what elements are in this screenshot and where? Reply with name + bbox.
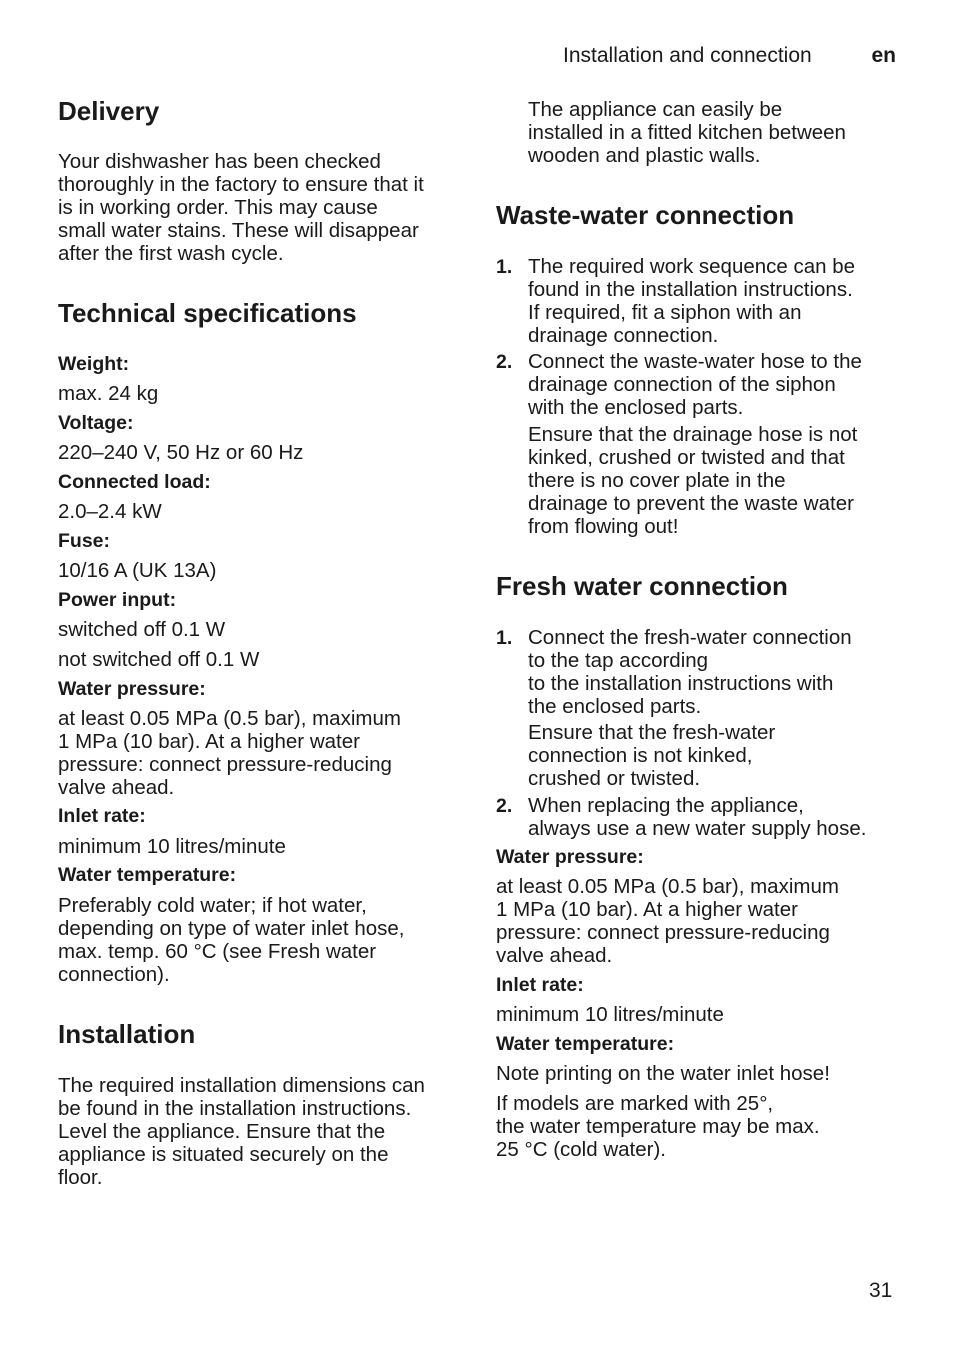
installation-intro-text: The appliance can easily be installed in a fitted kitchen between wooden and plastic walls.: [528, 98, 846, 167]
fresh-step-1-note: Ensure that the fresh-water connection is not kinked, crushed or twisted.: [528, 721, 776, 790]
fresh-step-1-number: 1.: [496, 627, 513, 649]
waste-step-1-number: 1.: [496, 256, 513, 278]
spec-label-load: Connected load:: [58, 471, 211, 493]
fresh-water-heading: Fresh water connection: [496, 571, 788, 601]
page-header: [563, 44, 896, 68]
section-title: Installation and connection: [563, 44, 812, 67]
fresh-label-pressure: Water pressure:: [496, 846, 644, 868]
spec-value-power-on: not switched off 0.1 W: [58, 648, 260, 671]
fresh-label-inlet: Inlet rate:: [496, 974, 584, 996]
delivery-text: Your dishwasher has been checked thoroughly in the factory to ensure that it is in working order. This may cause small water stains. These will disappear after the first wash cycle.: [58, 150, 424, 265]
spec-value-power-off: switched off 0.1 W: [58, 618, 226, 641]
installation-heading: Installation: [58, 1019, 196, 1049]
spec-value-weight: max. 24 kg: [58, 382, 159, 405]
spec-label-temperature: Water temperature:: [58, 864, 237, 886]
fresh-step-2-text: When replacing the appliance, always use a new water supply hose.: [528, 794, 867, 840]
fresh-step-2-number: 2.: [496, 795, 513, 817]
spec-label-pressure: Water pressure:: [58, 678, 206, 700]
delivery-heading: Delivery: [58, 96, 160, 126]
spec-label-weight: Weight:: [58, 353, 130, 375]
fresh-value-inlet: minimum 10 litres/minute: [496, 1003, 724, 1026]
spec-value-pressure: at least 0.05 MPa (0.5 bar), maximum 1 MPa (10 bar). At a higher water pressure: connect pressure-reducing valve ahead.: [58, 707, 401, 799]
fresh-step-1-text: Connect the fresh-water connection to the tap according to the installation instructions with the enclosed parts.: [528, 626, 852, 718]
waste-step-2-note: Ensure that the drainage hose is not kinked, crushed or twisted and that there is no cover plate in the drainage to prevent the waste water from flowing out!: [528, 423, 858, 538]
spec-label-fuse: Fuse:: [58, 530, 111, 552]
spec-value-inlet: minimum 10 litres/minute: [58, 835, 286, 858]
waste-step-2-text: Connect the waste-water hose to the drainage connection of the siphon with the enclosed parts.: [528, 350, 862, 419]
spec-value-fuse: 10/16 A (UK 13A): [58, 559, 217, 582]
waste-water-heading: Waste-water connection: [496, 200, 795, 230]
page-number: 31: [869, 1279, 893, 1302]
tech-specs-heading: Technical specifications: [58, 298, 357, 328]
spec-label-power: Power input:: [58, 589, 177, 611]
fresh-value-temperature-note: Note printing on the water inlet hose!: [496, 1062, 830, 1085]
fresh-value-temperature-detail: If models are marked with 25°, the water temperature may be max. 25 °C (cold water).: [496, 1092, 820, 1161]
spec-value-voltage: 220–240 V, 50 Hz or 60 Hz: [58, 441, 304, 464]
waste-step-2-number: 2.: [496, 351, 513, 373]
spec-label-voltage: Voltage:: [58, 412, 134, 434]
installation-text: The required installation dimensions can be found in the installation instructions. Level the appliance. Ensure that the appliance is situated securely on the floor.: [58, 1074, 425, 1189]
fresh-label-temperature: Water temperature:: [496, 1033, 675, 1055]
spec-label-inlet: Inlet rate:: [58, 805, 146, 827]
spec-value-temperature: Preferably cold water; if hot water, depending on type of water inlet hose, max. temp. 60 °C (see Fresh water connection).: [58, 894, 405, 986]
fresh-value-pressure: at least 0.05 MPa (0.5 bar), maximum 1 MPa (10 bar). At a higher water pressure: connect pressure-reducing valve ahead.: [496, 875, 839, 967]
language-code: en: [871, 44, 896, 67]
waste-step-1-text: The required work sequence can be found in the installation instructions. If required, fit a siphon with an drainage connection.: [528, 255, 856, 347]
spec-value-load: 2.0–2.4 kW: [58, 500, 162, 523]
